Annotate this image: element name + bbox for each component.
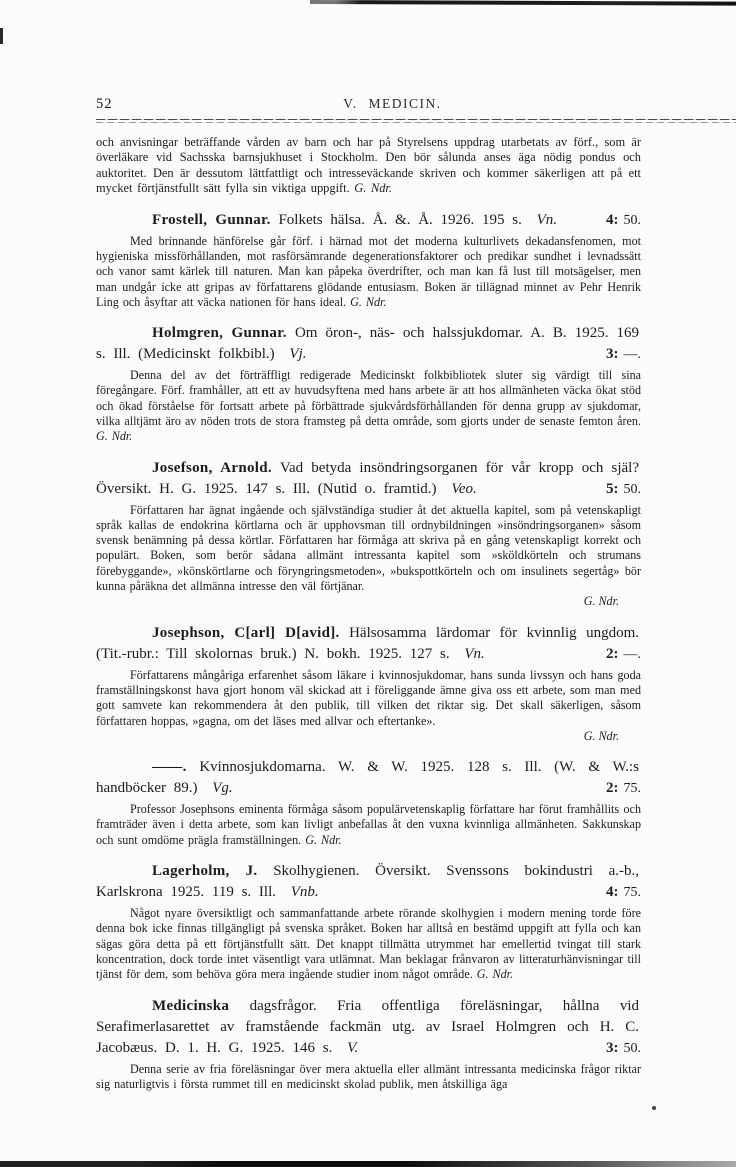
- scan-artifact-bottom-edge: [0, 1161, 736, 1167]
- page-number: 52: [96, 96, 113, 112]
- entry-title: Om öron-, näs- och halssjukdomar. A. B. 1925. 169 s. Ill. (Medicinskt folkbibl.): [96, 325, 640, 363]
- price-ore: —.: [623, 646, 641, 662]
- bibliography-entry-frostell: [96, 210, 641, 310]
- reviewer-signature: G. Ndr.: [583, 594, 619, 609]
- reviewer-signature: G. Ndr.: [305, 832, 342, 847]
- price-ore: 50.: [623, 212, 641, 228]
- annotation-text: Författarens mångåriga erfarenhet såsom läkare i kvinnosjukdomar, hans sunda livssyn och hans goda framställningskonst hava gjort honom väl skickad att i föreliggande ämne giva oss ett arbete, som man med gott samvete kan rekommendera åt den publik, till vilken det riktar sig. Det skall säkerligen, såsom författaren hoppas, »gagna, om det läses med allvar och eftertanke».: [96, 667, 641, 728]
- entry-title: Vad betyda insöndringsorganen för vår kropp och själ? Översikt. H. G. 1925. 147 s. Ill. (Nutid o. framtid.): [96, 459, 639, 497]
- price-kronor: 5:: [606, 480, 619, 497]
- annotation-text: Med brinnande hänförelse går förf. i härnad mot det moderna kulturlivets dekadansfenomen, mot hygieniska missförhållanden, mot rasförsämrande degenerationsfaktorer och predikar sundhet i levnadssätt och vanor samt kärlek till naturen. Man kan påpeka överdrifter, och man kan få lust till motsägelser, men man undgår icke att gripas av författarens glödande entusiasm. Boken är tillägnad minnet av Pehr Henrik Ling och åsyftar att väcka nationen för hans ideal.: [96, 233, 641, 309]
- entry-price: [600, 644, 641, 665]
- entry-annotation: [96, 802, 641, 848]
- price-kronor: 4:: [606, 211, 619, 228]
- header-rule-line-top: [96, 119, 736, 120]
- entry-classification: Vn.: [464, 645, 485, 662]
- entry-heading: [96, 323, 641, 365]
- entry-title: Folkets hälsa. Å. &. Å. 1926. 195 s.: [278, 211, 522, 228]
- reviewer-signature: G. Ndr.: [350, 294, 387, 309]
- entry-price: [600, 210, 641, 231]
- header-rule: [96, 119, 736, 123]
- section-title: V. MEDICIN.: [343, 96, 442, 111]
- reviewer-signature: G. Ndr.: [476, 967, 514, 982]
- reviewer-signature: G. Ndr.: [354, 181, 392, 196]
- entry-author: Lagerholm, J.: [152, 863, 258, 880]
- entry-author: Medicinska: [152, 997, 230, 1014]
- bibliography-entry-kvinnosjukdomarna: [96, 757, 641, 848]
- entry-annotation: [96, 234, 641, 310]
- entry-price: [600, 1038, 641, 1059]
- entry-classification: Vj.: [289, 346, 307, 363]
- entry-title: dagsfrågor. Fria offentliga föreläsningar, hållna vid Serafimerlasarettet av framstående fackmän utg. av Israel Holmgren och H. C. Jacobæus. D. 1. H. G. 1925. 146 s.: [96, 997, 640, 1056]
- signature-line: [96, 729, 641, 744]
- entry-author: Josephson, C[arl] D[avid].: [152, 624, 340, 641]
- price-kronor: 2:: [606, 780, 619, 797]
- entry-price: [600, 778, 641, 799]
- annotation-text: Denna serie av fria föreläsningar över mera aktuella eller allmänt intressanta medicinska frågor riktar sig naturligtvis i första rummet till en medicinskt skolad publik, men åtskilliga äga: [96, 1061, 641, 1091]
- reviewer-signature: G. Ndr.: [96, 429, 133, 444]
- bibliography-entry-medicinska-dagsfragor: [96, 996, 641, 1093]
- entry-heading: [96, 757, 641, 799]
- continuation-paragraph: [96, 135, 641, 197]
- price-ore: —.: [623, 347, 641, 363]
- entry-annotation: [96, 1062, 641, 1093]
- annotation-text: Denna del av det förträffligt redigerade Medicinskt folkbibliotek sluter sig värdigt till sina föregångare. Förf. framhåller, att ett av huvudsyftena med hans arbete är att hos allmänheten väcka ökat stöd och ökad förståelse för fortsatt arbete på förbättrade sjukvårdsförhållanden för denna grupp av sjukdomar, vilka alltjämt äro av nöden trots de stora framsteg på detta område, som gjorts under de senaste femton åren.: [96, 368, 641, 428]
- annotation-text: Något nyare översiktligt och sammanfattande arbete rörande skolhygien i modern mening torde före denna bok icke finnas tillgängligt på svenska språket. Boken har alltså en bestämd uppgift att fylla och kan sägas göra detta på ett förtjänstfullt sätt. Det knappt tillmätta utrymmet har emellertid tvingat till stark koncentration, dock torde intet väsentligt vara utlämnat. Man beklagar frånvaron av litteraturhänvisningar till tjänst för dem, som behöva göra mera ingående studier inom något område.: [96, 906, 641, 982]
- header-rule-line-bottom: [96, 122, 736, 123]
- signature-line: [96, 594, 641, 609]
- entry-heading: [96, 996, 641, 1059]
- bibliography-entry-lagerholm: [96, 861, 641, 982]
- entry-price: [600, 882, 641, 903]
- entry-price: [600, 479, 641, 500]
- annotation-text: Författaren har ägnat ingående och självständiga studier åt det aktuella kapitel, som på vetenskapligt språk kallas de endokrina körtlarna och är upphovsman till ordnybildningen »insöndringsorganen» såsom svensk benämning på dessa körtlar. Författaren har förmåga att skriva på en gång vetenskapligt korrekt och populärt. Boken, som berör sådana allmänt intressanta kapitel som »sköldkörteln och strumans förebyggande», »könskörtlarne och föryngringsmetoden», »bukspottkörteln och om insulinets segertåg» bör kunna påräkna det allmänna intresse den väl förtjänar.: [96, 502, 641, 594]
- scan-artifact-speck: [652, 1106, 656, 1110]
- entry-annotation: [96, 906, 641, 982]
- entry-classification: V.: [347, 1039, 359, 1056]
- scan-artifact-top-edge: [310, 0, 736, 6]
- entry-author: Frostell, Gunnar.: [152, 211, 271, 228]
- entry-author: Holmgren, Gunnar.: [152, 325, 287, 342]
- entry-author: Josefson, Arnold.: [152, 459, 272, 476]
- entry-author-dash: ——.: [152, 759, 187, 776]
- annotation-text: Professor Josephsons eminenta förmåga såsom populärvetenskaplig författare har förut framhållits och framträder även i detta arbete, som kan livligt anbefallas åt den vuxna kvinnliga allmänheten. Sakkunskap och sunt omdöme prägla framställningen.: [96, 802, 641, 847]
- price-kronor: 2:: [606, 645, 619, 662]
- price-ore: 75.: [623, 781, 641, 797]
- entry-title: Hälsosamma lärdomar för kvinnlig ungdom. (Tit.-rubr.: Till skolornas bruk.) N. bokh. 1925. 127 s.: [96, 624, 640, 662]
- bibliography-entry-josephson: [96, 623, 641, 744]
- entry-classification: Vn.: [536, 211, 558, 228]
- price-kronor: 4:: [606, 884, 619, 901]
- entry-annotation: [96, 668, 641, 729]
- entry-classification: Vnb.: [290, 884, 319, 901]
- entry-heading: [96, 861, 641, 903]
- price-kronor: 3:: [606, 1039, 619, 1056]
- entry-annotation: [96, 368, 641, 444]
- entry-title: Kvinnosjukdomarna. W. & W. 1925. 128 s. Ill. (W. & W.:s handböcker 89.): [96, 759, 639, 797]
- entry-annotation: [96, 503, 641, 595]
- entry-classification: Vg.: [212, 780, 233, 797]
- bibliography-entry-holmgren: [96, 323, 641, 444]
- bibliography-entry-josefson: [96, 458, 641, 610]
- price-ore: 50.: [623, 481, 641, 497]
- page-content: [96, 96, 641, 1092]
- entry-heading: [96, 623, 641, 665]
- paragraph-text: och anvisningar beträffande vården av barn och har på Styrelsens uppdrag utarbetats av förf., som är överläkare vid Sachsska barnsjukhuset i Stockholm. Den bör sålunda anses äga nödig pondus och auktoritet. Den är dessutom lättfattligt och intresseväckande skriven och kommer säkerligen att på ett mycket förtjänstfullt sätt fylla sin viktiga uppgift.: [96, 135, 641, 196]
- price-kronor: 3:: [606, 346, 619, 363]
- entry-heading: [96, 210, 641, 231]
- price-ore: 75.: [623, 885, 641, 901]
- entry-title: Skolhygienen. Översikt. Svenssons bokindustri a.-b., Karlskrona 1925. 119 s. Ill.: [96, 863, 639, 901]
- scan-artifact-left-edge: [0, 28, 3, 44]
- entry-classification: Veo.: [451, 480, 477, 497]
- entry-heading: [96, 458, 641, 500]
- reviewer-signature: G. Ndr.: [583, 728, 619, 743]
- entry-price: [600, 344, 641, 365]
- page-header: [96, 96, 641, 115]
- price-ore: 50.: [623, 1040, 641, 1056]
